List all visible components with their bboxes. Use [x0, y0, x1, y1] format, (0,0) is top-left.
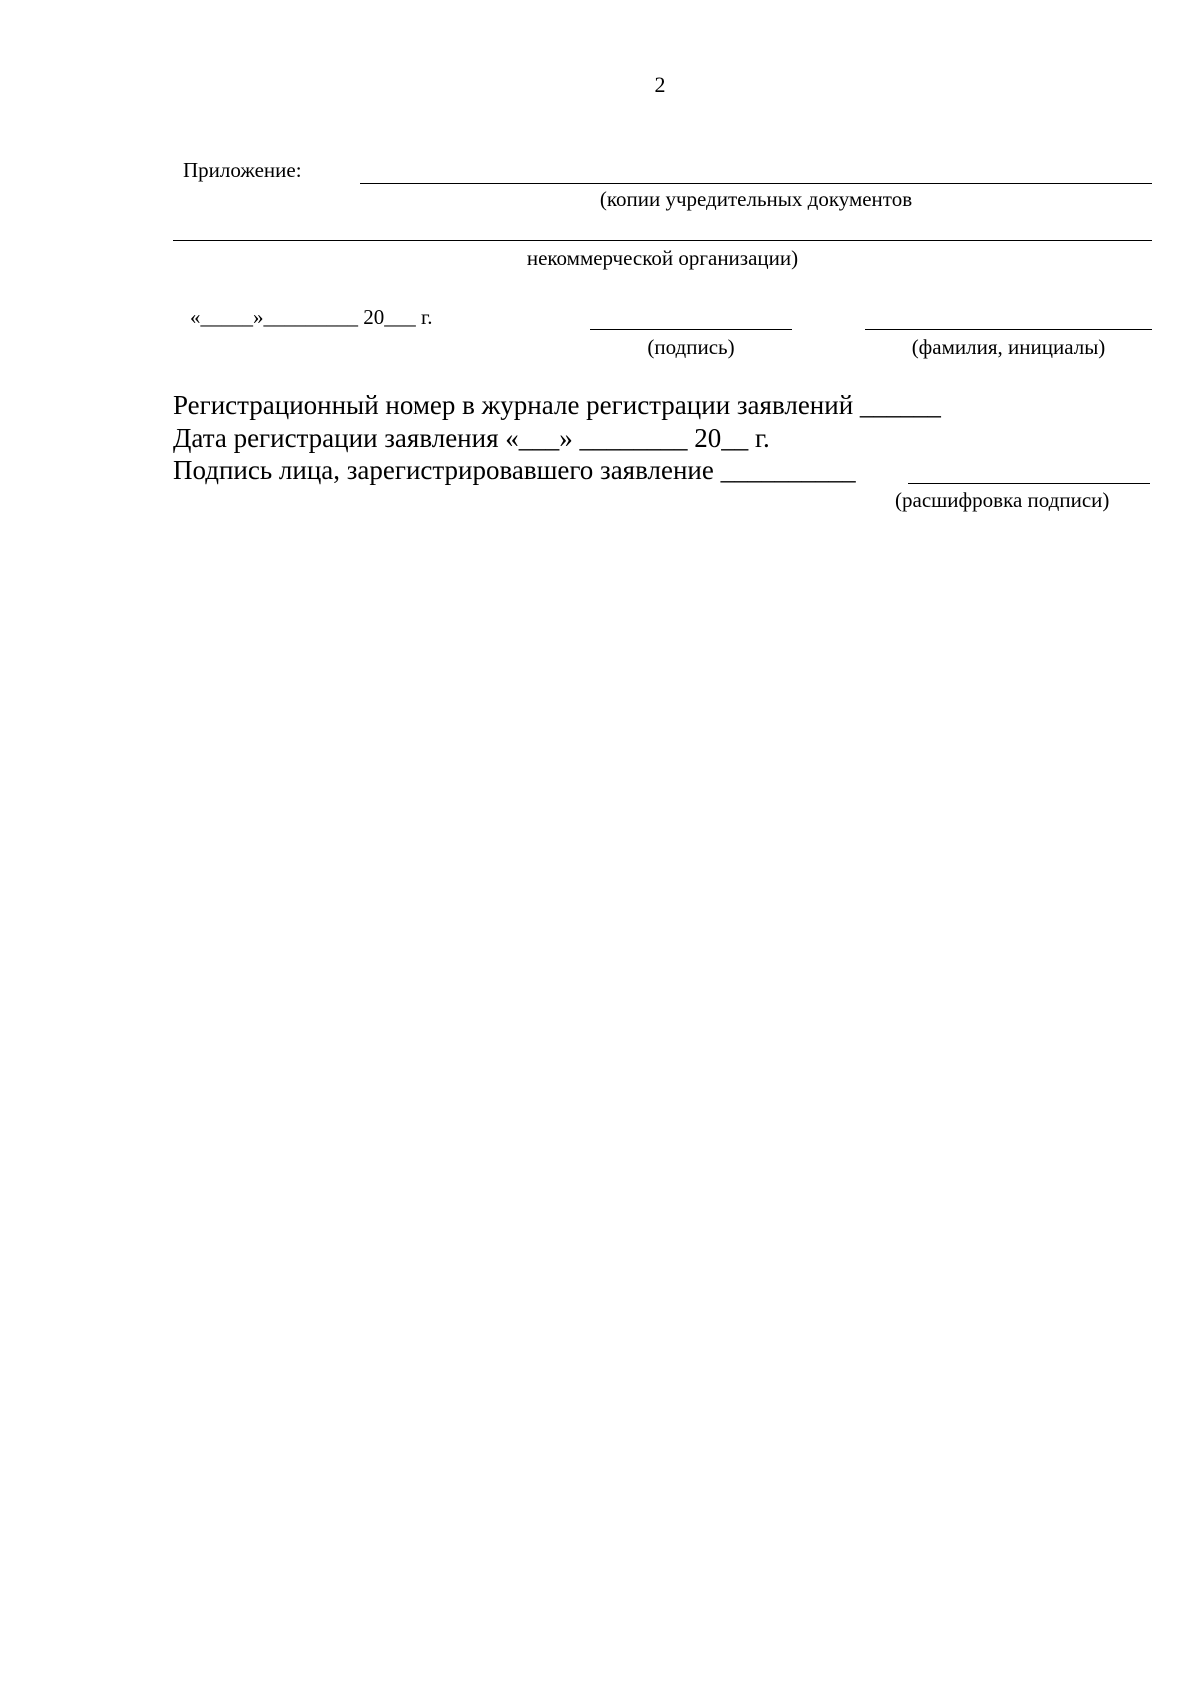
- attachment-note-line2: некоммерческой организации): [526, 246, 799, 270]
- registration-date-line: Дата регистрации заявления «___» ________ 20__ г.: [173, 423, 770, 453]
- signature-caption: (подпись): [647, 335, 735, 359]
- registrar-signature-line: Подпись лица, зарегистрировавшего заявление __________: [173, 455, 856, 485]
- name-caption: (фамилия, инициалы): [911, 335, 1106, 359]
- date-template: «_____»_________ 20___ г.: [190, 305, 433, 329]
- name-fill-line: [865, 329, 1152, 330]
- attachment-label: Приложение:: [183, 158, 302, 182]
- attachment-fill-line: [360, 183, 1152, 184]
- attachment-fill-line-2: [173, 240, 1152, 241]
- page-number: 2: [654, 72, 666, 97]
- signature-decode-caption: (расшифровка подписи): [895, 488, 1110, 512]
- signature-fill-line: [590, 329, 792, 330]
- registration-number-line: Регистрационный номер в журнале регистрации заявлений ______: [173, 390, 941, 420]
- attachment-note-line1: (копии учредительных документов: [599, 187, 913, 211]
- signature-decode-fill-line: [908, 483, 1150, 484]
